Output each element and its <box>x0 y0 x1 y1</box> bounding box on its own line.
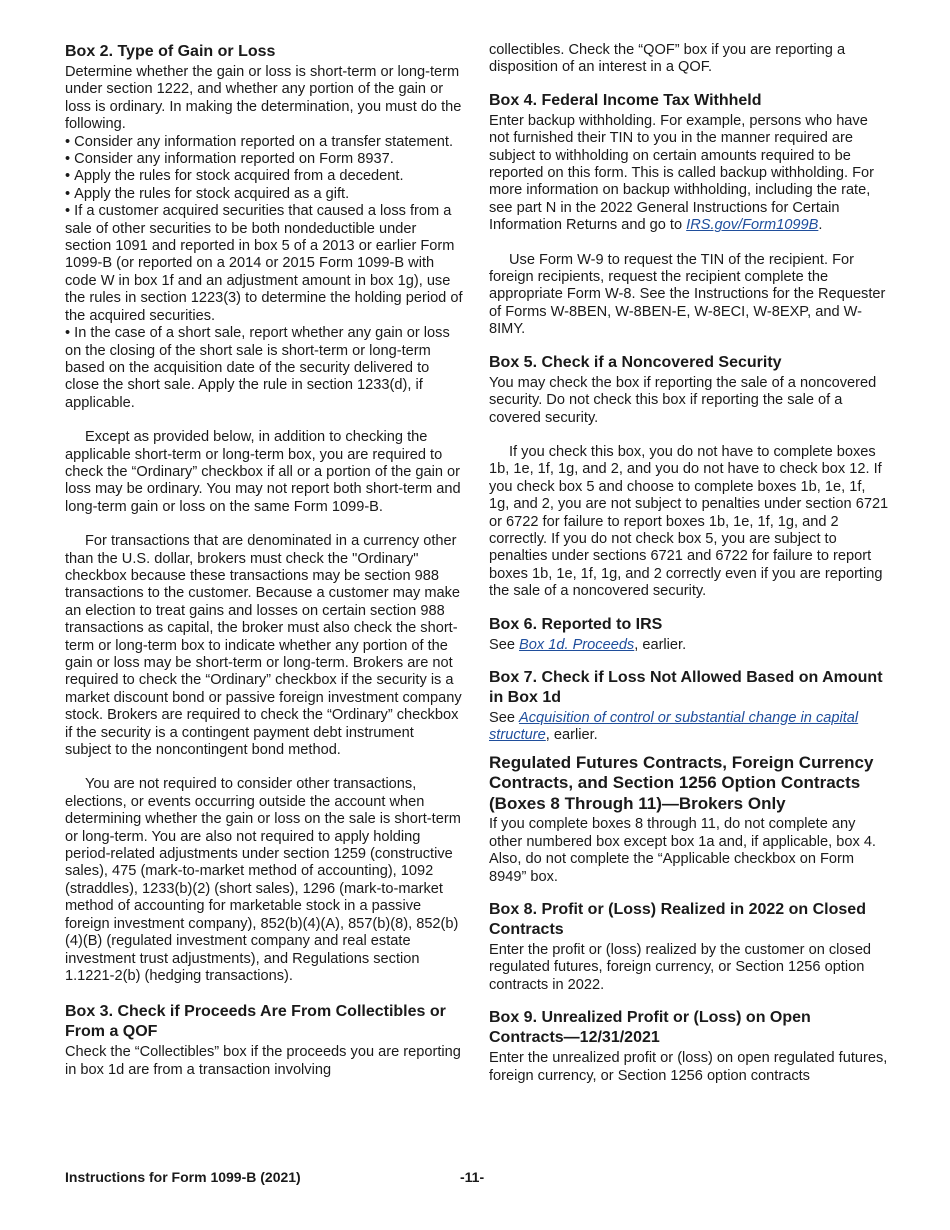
box6-heading: Box 6. Reported to IRS <box>489 615 663 633</box>
box9-text: Enter the unrealized profit or (loss) on open regulated futures, foreign currency, or Section 1256 option contracts <box>489 1050 888 1084</box>
box1d-proceeds-link[interactable]: Box 1d. Proceeds <box>519 636 635 653</box>
box2-intro: Determine whether the gain or loss is short-term or long-term under section 1222, and whether any portion of the gain or loss is ordinary. In making the determination, you must do the following. <box>65 64 462 133</box>
box5-heading: Box 5. Check if a Noncovered Security <box>489 353 782 371</box>
box6-see: See <box>489 636 515 653</box>
box9-heading: Box 9. Unrealized Profit or (Loss) on Open Contracts—12/31/2021 <box>489 1009 811 1047</box>
footer-doc-title: Instructions for Form 1099-B (2021) <box>65 1169 301 1185</box>
box7-earlier: , earlier. <box>545 727 598 744</box>
bullet-decedent: • Apply the rules for stock acquired from a decedent. <box>65 168 463 185</box>
box4-text <box>489 113 889 235</box>
box4-body: Enter backup withholding. For example, persons who have not furnished their TIN to you in the manner required are subject to withholding on certain amounts required to be reported on this form. This is called backup withholding. For more information on backup withholding, including the rate, see part N in the 2022 General Instructions for Certain Information Returns and go to <box>489 112 875 234</box>
bullet-gift: • Apply the rules for stock acquired as a gift. <box>65 186 463 203</box>
box7-heading: Box 7. Check if Loss Not Allowed Based on Amount in Box 1d <box>489 668 883 706</box>
box7-see: See <box>489 709 515 726</box>
left-column <box>65 42 463 1079</box>
bullet-form-8937: • Consider any information reported on Form 8937. <box>65 151 463 168</box>
box3-text: Check the “Collectibles” box if the proceeds you are reporting in box 1d are from a transaction involving <box>65 1044 461 1078</box>
para-except: Except as provided below, in addition to checking the applicable short-term or long-term box, you are required to check the “Ordinary” checkbox if all or a portion of the gain or loss may be ordinary. You may not report both short-term and long-term gain or loss on the same Form 1099-B. <box>65 429 461 515</box>
page-footer <box>65 1169 889 1187</box>
box4-period: . <box>818 217 823 234</box>
box8-heading: Box 8. Profit or (Loss) Realized in 2022 on Closed Contracts <box>489 900 866 938</box>
box5-para2: If you check this box, you do not have to complete boxes 1b, 1e, 1f, 1g, and 2, and you do not have to check box 12. If you check box 5 and choose to complete boxes 1b, 1e, 1f, 1g, and 2, you are not subject to penalties under section 6721 or 6722 for failure to report boxes 1b, 1e, 1f, 1g, and 2 correctly. If you do not check box 5, you are subject to penalties under sections 6721 and 6722 for failure to report boxes 1b, 1e, 1f, 1g, and 2 correctly even if you are reporting the sale of a noncovered security. <box>489 443 889 600</box>
right-column <box>489 42 889 1085</box>
box5-text: You may check the box if reporting the sale of a noncovered security. Do not check this box if reporting the sale of a covered security. <box>489 374 877 426</box>
rfc-heading: Regulated Futures Contracts, Foreign Currency Contracts, and Section 1256 Option Contracts (Boxes 8 Through 11)—Brokers Only <box>489 752 874 813</box>
box2-heading: Box 2. Type of Gain or Loss <box>65 43 276 60</box>
box7-text <box>489 710 889 745</box>
bullet-wash-sale: • If a customer acquired securities that caused a loss from a sale of other securities to be both nondeductible under section 1091 and reported in box 5 of a 2013 or earlier Form 1099-B (or reported on a 2014 or 2015 Form 1099-B with code W in box 1f and an adjustment amount in box 1g), use the rules in section 1223(3) to determine the holding period of the acquired securities. <box>65 203 463 325</box>
bullet-transfer-statement: • Consider any information reported on a transfer statement. <box>65 134 463 151</box>
box8-text: Enter the profit or (loss) realized by the customer on closed regulated futures, foreign currency, or Section 1256 option contracts in 2022. <box>489 941 872 993</box>
page-number: -11- <box>460 1169 485 1185</box>
box6-text <box>489 637 889 654</box>
box4-para2: Use Form W-9 to request the TIN of the recipient. For foreign recipients, request the recipient complete the appropriate Form W-8. See the Instructions for the Requester of Forms W-8BEN, W-8BEN-E, W-8ECI, W-8EXP, and W-8IMY. <box>489 251 886 338</box>
box4-heading: Box 4. Federal Income Tax Withheld <box>489 91 762 109</box>
box3-continued: collectibles. Check the “QOF” box if you are reporting a disposition of an interest in a QOF. <box>489 42 846 76</box>
box3-heading: Box 3. Check if Proceeds Are From Collectibles or From a QOF <box>65 1003 446 1041</box>
para-currency: For transactions that are denominated in a currency other than the U.S. dollar, brokers must check the "Ordinary" checkbox because these transactions may be section 988 transactions to the customer. Because a customer may make an election to treat gains and losses on certain section 988 transactions as capital, the broker must also check the short-term or long-term box to indicate whether any portion of the gain or loss may be short-term or long-term. Brokers are not required to check the “Ordinary” checkbox if the security is a market discount bond or passive foreign investment company stock. Brokers are required to check the “Ordinary” checkbox if the security is a contingent payment debt instrument subject to the noncontingent bond method. <box>65 533 462 759</box>
rfc-text: If you complete boxes 8 through 11, do not complete any other numbered box except box 1a and, if applicable, box 4. Also, do not complete the “Applicable checkbox on Form 8949” box. <box>489 816 876 885</box>
box6-earlier: , earlier. <box>634 636 687 653</box>
irs-form1099b-link[interactable]: IRS.gov/Form1099B <box>686 217 819 234</box>
bullet-short-sale: • In the case of a short sale, report whether any gain or loss on the closing of the short sale is short-term or long-term based on the acquisition date of the security delivered to close the short sale. Apply the rule in section 1233(d), if applicable. <box>65 325 463 412</box>
para-not-required: You are not required to consider other transactions, elections, or events occurring outside the account when determining whether the gain or loss on the sale is short-term or long-term. You are also not required to apply holding period-related adjustments under section 1259 (constructive sales), 475 (mark-to-market method of accounting), 1092 (straddles), 1233(b)(2) (short sales), 1296 (mark-to-market method of accounting for marketable stock in a passive foreign investment company), 852(b)(4)(A), 857(b)(8), 852(b)(4)(B) (regulated investment company and real estate investment trust adjustments), and Regulations section 1.1221-2(b) (hedging transactions). <box>65 776 461 984</box>
acquisition-control-link[interactable]: Acquisition of control or substantial change in capital structure <box>489 709 859 744</box>
